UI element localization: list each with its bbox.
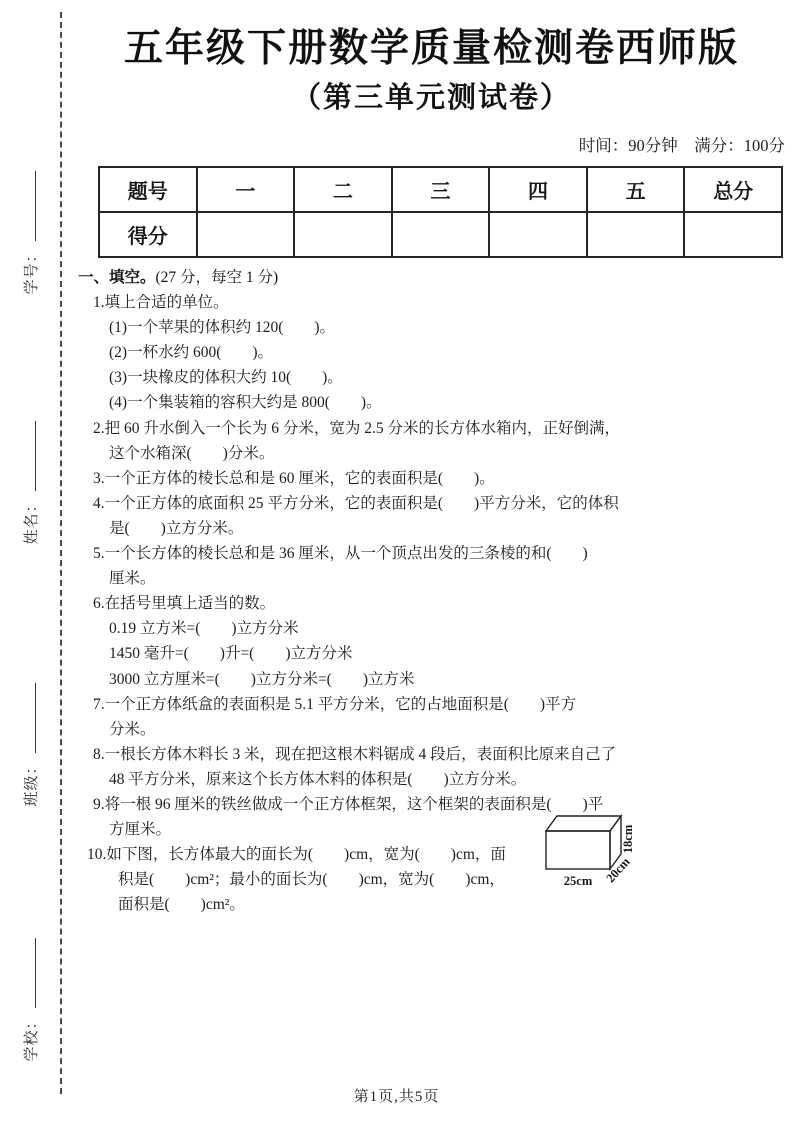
score-empty-cell <box>684 212 782 257</box>
page-subtitle: （第三单元测试卷） <box>291 81 571 114</box>
section-heading <box>78 265 785 290</box>
question-line: 7.一个正方体纸盒的表面积是 5.1 平方分米，它的占地面积是( )平方 <box>93 695 577 713</box>
question-line: 这个水箱深( )分米。 <box>109 444 275 462</box>
question-line: 3.一个正方体的棱长总和是 60 厘米，它的表面积是( )。 <box>93 469 495 487</box>
page-footer: 第1页,共5页 <box>353 1089 440 1105</box>
section-heading-title: 一、填空。 <box>78 269 156 287</box>
score-table-score-row <box>99 212 782 257</box>
question-line: 10.如下图，长方体最大的面长为( )cm，宽为( )cm，面 <box>87 846 506 864</box>
exam-meta: 时间：90分钟 满分：100分 <box>578 136 785 156</box>
seal-fold-dashed-line <box>60 12 62 1094</box>
score-header-cell: 题号 <box>99 167 197 212</box>
seal-blank-line <box>20 939 36 1009</box>
question-line: 9.将一根 96 厘米的铁丝做成一个正方体框架，这个框架的表面积是( )平 <box>93 795 604 813</box>
question-line: 厘米。 <box>109 570 156 588</box>
question-line: 是( )立方分米。 <box>109 519 244 537</box>
score-empty-cell <box>587 212 685 257</box>
question-line: 0.19 立方米=( )立方分米 <box>109 620 299 638</box>
figure-label-height: 18cm <box>621 824 635 854</box>
seal-blank-line <box>20 684 36 754</box>
question-line: 面积是( )cm²。 <box>118 896 245 914</box>
score-header-cell: 五 <box>587 167 685 212</box>
question-line: (1)一个苹果的体积约 120( )。 <box>109 319 336 337</box>
seal-label-student-id: 学号： <box>24 246 40 295</box>
page-title: 五年级下册数学质量检测卷西师版 <box>123 27 739 70</box>
cuboid-front-face <box>546 831 610 869</box>
cuboid-figure <box>541 808 649 896</box>
seal-blank-line <box>20 422 36 492</box>
question-line: 3000 立方厘米=( )立方分米=( )立方米 <box>109 670 415 688</box>
score-empty-cell <box>392 212 490 257</box>
question-line: 4.一个正方体的底面积 25 平方分米，它的表面积是( )平方分米，它的体积 <box>93 494 619 512</box>
score-header-cell: 二 <box>294 167 392 212</box>
figure-label-depth: 20cm <box>603 854 633 886</box>
question-line: 8.一根长方体木料长 3 米，现在把这根木料锯成 4 段后，表面积比原来自己了 <box>93 745 617 763</box>
seal-group-name <box>20 408 42 558</box>
seal-label-class: 班级： <box>24 758 40 807</box>
question-line: 5.一个长方体的棱长总和是 36 厘米，从一个顶点出发的三条棱的和( ) <box>93 545 588 563</box>
question-10-block <box>78 842 785 917</box>
section-heading-score-note: (27 分，每空 1 分) <box>155 269 279 287</box>
question-line: 1450 毫升=( )升=( )立方分米 <box>109 645 353 663</box>
score-table-header-row <box>99 167 782 212</box>
question-line: 分米。 <box>109 720 156 738</box>
seal-group-student-id <box>20 158 42 308</box>
score-table <box>98 166 783 258</box>
question-line: (2)一杯水约 600( )。 <box>109 344 274 362</box>
seal-group-class <box>20 670 42 820</box>
score-row-label: 得分 <box>99 212 197 257</box>
cuboid-top-face <box>546 816 621 831</box>
question-line: 1.填上合适的单位。 <box>93 294 229 312</box>
seal-blank-line <box>20 172 36 242</box>
score-header-cell: 四 <box>489 167 587 212</box>
question-line: 积是( )cm²；最小的面长为( )cm，宽为( )cm， <box>118 871 505 889</box>
question-line: 6.在括号里填上适当的数。 <box>93 595 276 613</box>
question-line: 方厘米。 <box>109 821 172 839</box>
seal-group-school <box>20 925 42 1075</box>
score-header-cell: 三 <box>392 167 490 212</box>
seal-label-name: 姓名： <box>24 496 40 545</box>
score-empty-cell <box>197 212 295 257</box>
score-header-cell: 一 <box>197 167 295 212</box>
exam-paper <box>78 22 785 917</box>
seal-label-school: 学校： <box>24 1013 40 1062</box>
question-line: 48 平方分米，原来这个长方体木料的体积是( )立方分米。 <box>109 770 527 788</box>
score-empty-cell <box>489 212 587 257</box>
score-empty-cell <box>294 212 392 257</box>
question-line: 2.把 60 升水倒入一个长为 6 分米，宽为 2.5 分米的长方体水箱内，正好倒满， <box>93 419 621 437</box>
question-line: (3)一块橡皮的体积大约 10( )。 <box>109 369 343 387</box>
score-header-cell: 总分 <box>684 167 782 212</box>
figure-label-length: 25cm <box>563 874 593 888</box>
question-line: (4)一个集装箱的容积大约是 800( )。 <box>109 394 382 412</box>
